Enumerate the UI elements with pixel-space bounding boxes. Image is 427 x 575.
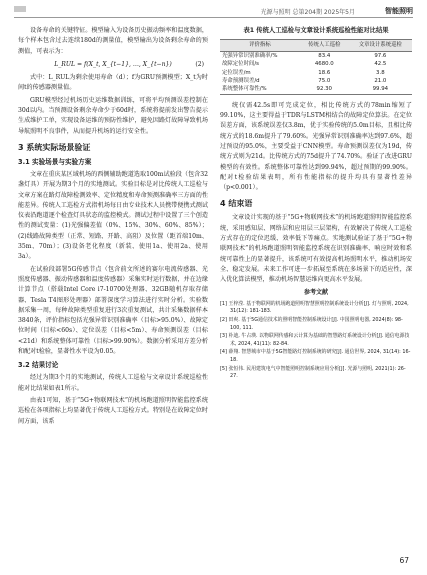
references-list — [220, 301, 412, 381]
table-cell: 光强异常识别准确率/% — [222, 52, 278, 59]
table-header-cell: 传统人工巡检 — [300, 40, 349, 51]
reference-item: [5] 张恒伟. 民用建筑电气中智能照明控制系统应用分析[J]. 光源与照明, 2021(1): 26-27. — [220, 365, 406, 380]
left-column — [18, 26, 208, 429]
journal-info: 光源与照明 总第204期 2025年5月 — [260, 9, 355, 16]
table-row — [220, 51, 412, 60]
table-cell: 21.0 — [374, 77, 387, 84]
table-row — [220, 60, 412, 68]
equation-body: L_RUL = f(X_t, X_{t−1}, …, X_{t−n}) — [54, 60, 172, 68]
comparison-table — [220, 39, 412, 94]
subsection-heading: 3.2 结果讨论 — [18, 361, 59, 370]
equation-number: (2) — [195, 60, 204, 68]
right-column — [220, 26, 412, 382]
table-header-row — [220, 40, 412, 51]
table-cell: 75.0 — [318, 77, 331, 84]
paragraph: 文章在重庆某区域机场的西侧辅助跑道选取100m试验段（包含32盏灯具）开展为期3个月的实地测试。实验目标是对比传统人工巡检与文章方案在路灯故障检测效率、定位精度和寿命预测准确率三方面的性能差异。传统人工巡检方式指机场每日由专业技术人员携带便携式测试仪表沿跑道逐个检查灯具状态的监控模式。测试过程中设置了三个创造性的测试变量：(1)光强偏差值（0%、15%、30%、60%、85%）；(2)线路故障类型（正常、短路、开路、高阻）及位置（距首端10m、35m、70m）；(3)设备老化程度（新装、使用1a、使用2a、使用3a）。 — [18, 170, 208, 261]
paragraph: 文章设计实现的基于“5G+物联网技术”的机场跑道照明智能监控系统，采用感知层、网络层和应用层三层架构，有效解决了传统人工巡检方式存在的定位迟缓、效率低下等痛点。实地测试验证了基于“5G+物联网技术”的机场跑道照明智能监控系统在识别准确率、响应时效和系统可靠性上的显著提升，该系统可有效提高机场照明水平，推动机场安全、稳定发展。未来工作可进一步拓展至系统在多场景下的适应性，深入优化算法模型，推动机场智慧运维向更高水平发展。 — [220, 214, 412, 284]
references-heading: 参考文献 — [303, 289, 328, 297]
table-cell: 寿命预测误差/d — [222, 77, 260, 84]
equation — [18, 60, 208, 70]
paragraph: GRU模型经过机场历史运维数据训练，可将平均预测误差控制在30d以内。当预测设备剩余寿命少于60d时，系统将提前发出警告提示生成维护工单，实现设备运维的预防性维护，避免因路灯故障导致机场导航照明不良事件，从而提升机场的运行安全性。 — [18, 96, 208, 135]
section-heading: 3 系统实际场景验证 — [18, 142, 91, 152]
table-cell: 定位误差/m — [222, 69, 251, 76]
paragraph: 经过为期3个月的实地测试，传统人工巡检与文章设计系统巡检性能对比结果如表1所示。 — [18, 374, 208, 392]
reference-item: [4] 薛翔. 智慧城市中基于5G智能路灯控制系统的研究[J]. 通信世界, 2024, 31(14): 16-18. — [220, 349, 411, 363]
reference-item: [1] 王梓滢. 基于物联网的机场跑道照明智慧照明控制系统设计分析[J]. 灯与照明, 2024, 31(12): 181-183. — [220, 300, 409, 315]
header-rule — [14, 17, 413, 18]
table-cell: 3.8 — [376, 69, 385, 76]
table-cell: 99.94 — [349, 85, 412, 94]
table-cell: 4680.0 — [314, 61, 334, 68]
paragraph: 统仅需42.5s即可完成定位，相比传统方式的78min缩短了99.10%，这主要得益于TDR与LSTM相结合的故障定位算法。在定位误差方面，该系统误差仅3.8m，优于实验传统的5.0m目标，且相比传统方式的18.6m提升了79.60%。光强异常识别准确率达到97.6%，超过预设的95.0%，主要受益于CNN模型。寿命预测误差仅为19d，传统方式则为21d。比传统方式的75d提升了74.70%。验证了改进GRU模型的有效性。系统整体可靠性达到99.94%，超过预期的99.90%。配对t检验结果表明，所有性能指标的提升均具有显著性差异（p<0.001）。 — [220, 101, 412, 192]
paragraph: 在试验段部署5G传感节点（包含前文所述的赛尔电流传感器、光照度传感器、振动传感器和温度传感器）采集实时运行数据，并在边缘计算节点（搭载Intel Core i7-10700处理器、32GB随机存取存储器、Tesla T4图形处理器）部署深度学习算法进行实时分析。实验数据采集一周，每种故障类型重复进行3次重复测试，共计采集数据样本3840条，评价指标包括光强异常识别准确率（目标>95.0%）、故障定位时间（目标<60s）、定位误差（目标<5m）、寿命预测误差（目标<21d）和系统整体可靠性（目标>99.90%）。数据分析采用方差分析和配对t检验，显著性水平设为0.05。 — [18, 265, 208, 356]
page-number: 67 — [399, 556, 409, 565]
header-accent-bar — [14, 6, 26, 12]
table-cell: 18.6 — [318, 69, 331, 76]
paragraph: 设备寿命的关键特征。模型输入为设备历史振动频率和温度数据，每个样本包含过去连续180d的测量值，模型输出为设备剩余寿命的预测值，可表示为： — [18, 27, 208, 55]
table-caption: 表1 传统人工巡检与文章设计系统巡检性能对比结果 — [243, 27, 389, 34]
subsection-heading: 3.1 实验场景与实验方案 — [18, 157, 92, 166]
section-heading: 4 结束语 — [220, 199, 253, 209]
table-cell: 83.4 — [318, 52, 331, 59]
table-cell: 系统整体可靠性/% — [220, 85, 300, 94]
section-title: 智能照明 — [385, 7, 413, 15]
reference-item: [2] 田爽. 基于5G通信技术的照明智能控制系统设计[J]. 中国照明电器, 2024(8): 98-100, 111. — [220, 316, 403, 331]
table-row — [220, 85, 412, 94]
table-cell: 42.5 — [374, 61, 387, 68]
table-cell: 97.6 — [374, 52, 387, 59]
table-header-cell: 评价指标 — [220, 40, 300, 51]
reference-item: [3] 朴迪, 牛占瑛. 以物联网传感和云计算为基础的智慧路灯系统设计分析[J]. 通信电源技术, 2024, 41(11): 82-84. — [220, 333, 410, 347]
table-cell: 故障定位时间/s — [222, 61, 259, 68]
paragraph: 由表1可知，基于“5G+物联网技术”的机场跑道照明智能监控系统巡检在各项指标上均显著优于传统人工巡检方式。特别是在故障定位时间方面，该系 — [18, 396, 208, 425]
paragraph: 式中：L_RUL为剩余使用寿命（d）；f为GRU预测模型；X_t为时间t的传感器测量值。 — [18, 74, 208, 92]
table-cell: 92.30 — [300, 85, 349, 94]
table-row — [220, 77, 412, 85]
table-row — [220, 69, 412, 77]
table-header-cell: 文章设计系统巡检 — [349, 40, 412, 51]
